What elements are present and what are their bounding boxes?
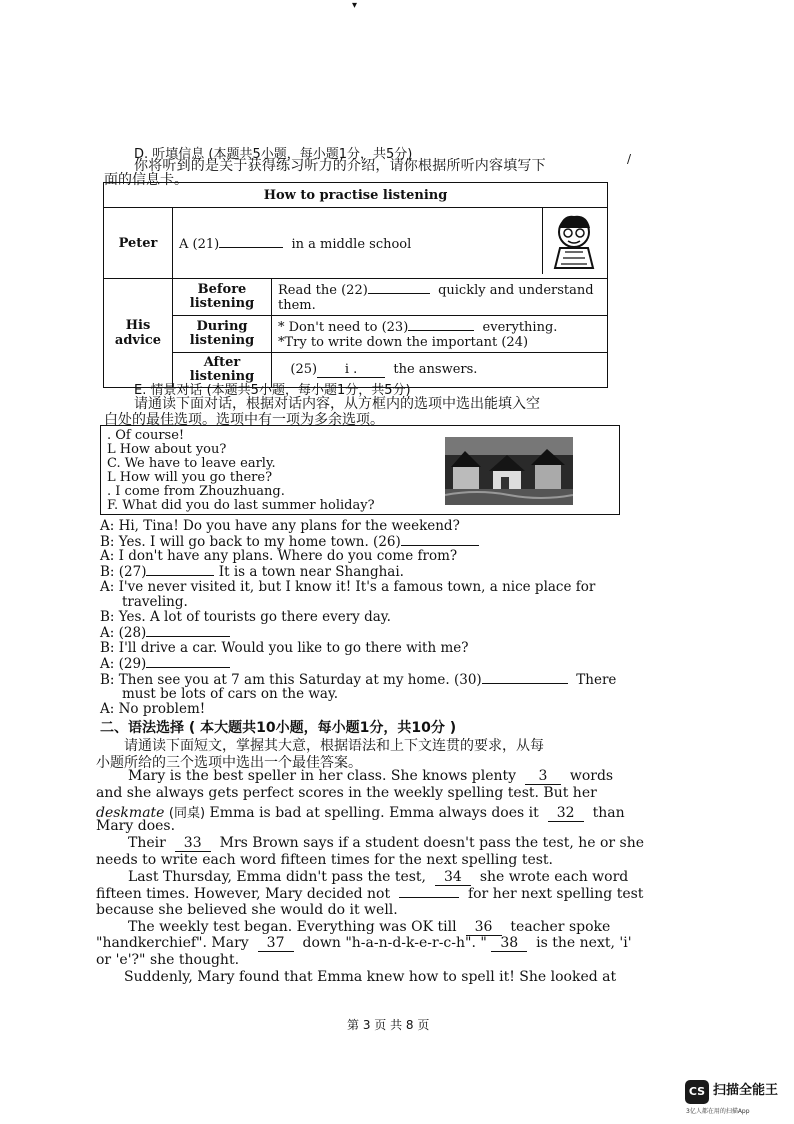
- dialogue-line-4-rest: It is a town near Shanghai.: [218, 564, 404, 580]
- before-text-prefix: Read the (22): [278, 283, 368, 298]
- dialogue-line-8: B: I'll drive a car. Would you like to go there with me?: [100, 640, 469, 656]
- blank-27: [146, 563, 214, 576]
- page-number: 第 3 页 共 8 页: [347, 1018, 430, 1032]
- dialogue-line-7: [100, 624, 230, 641]
- before-label-line-1: Before: [197, 282, 247, 297]
- p4-l1-a: The weekly test began. Everything was OK till: [128, 919, 457, 935]
- during-cell: [272, 316, 608, 353]
- before-text-line-2: them.: [278, 298, 316, 313]
- dialogue-line-10-cont: must be lots of cars on the way.: [122, 686, 339, 702]
- option-f: F. What did you do last summer holiday?: [107, 498, 375, 513]
- peter-cartoon-image: [542, 208, 605, 274]
- deskmate-word: deskmate: [96, 805, 165, 821]
- blank-33: 33: [175, 835, 211, 852]
- blank-31: 3: [525, 768, 561, 785]
- brand-name: 扫描全能王: [713, 1083, 779, 1098]
- p3-l1-b: she wrote each word: [479, 869, 629, 885]
- during-text-1-prefix: * Don't need to (23): [278, 320, 409, 335]
- listening-info-table: [103, 182, 608, 388]
- dialogue-line-6: B: Yes. A lot of tourists go there every day.: [100, 609, 391, 625]
- section-e-heading: E. 情景对话 (本题共5小题，每小题1分，共5分): [134, 383, 411, 398]
- side-mark: /: [627, 152, 632, 166]
- p4-l2-a: "handkerchief". Mary: [96, 935, 249, 951]
- blank-32: 32: [548, 805, 584, 822]
- passage-p1-line-1: [128, 768, 613, 785]
- blank-23: [408, 318, 474, 331]
- dialogue-line-10-rest: There: [576, 672, 617, 688]
- passage-p3-line-2: [96, 885, 643, 902]
- p3-l2-b: for her next spelling test: [467, 886, 644, 902]
- dialogue-line-5-cont: traveling.: [122, 594, 188, 610]
- during-label: [173, 316, 272, 353]
- passage-p2-line-2: needs to write each word fifteen times for the next spelling test.: [96, 852, 554, 868]
- section-d-heading: D. 听填信息 (本题共5小题，每小题1分，共5分): [134, 147, 413, 162]
- passage-p4-line-1: [128, 919, 610, 936]
- blank-28: [146, 624, 230, 637]
- p2-l1-a: Their: [128, 835, 166, 851]
- passage-p1-line-2: and she always gets perfect scores in the weekly spelling test. But her: [96, 785, 597, 801]
- passage-p2-line-1: [128, 835, 644, 852]
- dialogue-line-7-text: A: (28): [100, 625, 147, 641]
- after-text-suffix: the answers.: [393, 362, 478, 377]
- after-text-prefix: (25): [290, 362, 318, 377]
- p4-l1-b: teacher spoke: [510, 919, 611, 935]
- peter-text-prefix: A (21): [179, 236, 220, 252]
- section-ii-heading: 二、语法选择 ( 本大题共10小题，每小题1分，共10分 ): [100, 720, 457, 736]
- table-title: How to practise listening: [104, 183, 608, 208]
- deskmate-cn: (同桌): [168, 806, 206, 821]
- p3-l2-a: fifteen times. However, Mary decided not: [96, 886, 391, 902]
- option-c: C. We have to leave early.: [107, 456, 276, 471]
- section-e-instruction-2: 白处的最佳选项。选项中有一项为多余选项。: [104, 412, 384, 428]
- dialogue-line-4: [100, 563, 404, 580]
- during-text-line-2: *Try to write down the important (24): [278, 335, 529, 350]
- dialogue-line-3: A: I don't have any plans. Where do you come from?: [100, 548, 458, 564]
- brand-subtitle: 3亿人都在用的扫描App: [686, 1108, 750, 1115]
- during-label-line-1: During: [196, 319, 248, 334]
- peter-label: Peter: [104, 208, 173, 279]
- dialogue-line-5: A: I've never visited it, but I know it! It's a famous town, a nice place for: [100, 579, 596, 595]
- passage-p3-line-3: because she believed she would do it well.: [96, 902, 398, 918]
- passage-p1-line-3: [96, 802, 625, 822]
- p3-l1-a: Last Thursday, Emma didn't pass the test,: [128, 869, 426, 885]
- p1-l1-b: words: [569, 768, 614, 784]
- blank-35: [399, 885, 459, 898]
- after-label-line-2: listening: [189, 369, 255, 384]
- dialogue-line-4-text: B: (27): [100, 564, 147, 580]
- section-e-instruction-1: 请通读下面对话，根据对话内容，从方框内的选项中选出能填入空: [134, 396, 540, 412]
- town-photo: [445, 437, 573, 505]
- passage-p5-line-1: Suddenly, Mary found that Emma knew how to spell it! She looked at: [124, 969, 617, 985]
- dialogue-line-9-text: A: (29): [100, 656, 147, 672]
- peter-cell: [173, 208, 608, 279]
- advice-label: [104, 279, 173, 388]
- advice-label-line-1: His: [125, 318, 151, 333]
- before-label: [173, 279, 272, 316]
- dialogue-line-10-text: B: Then see you at 7 am this Saturday at my home. (30): [100, 672, 482, 688]
- p1-l1-a: Mary is the best speller in her class. She knows plenty: [128, 768, 517, 784]
- camscanner-logo-icon: CS: [685, 1080, 709, 1104]
- option-b: L How about you?: [107, 442, 227, 457]
- blank-26: [401, 533, 479, 546]
- before-text-suffix: quickly and understand: [438, 283, 594, 298]
- p1-l3-b: than: [592, 805, 625, 821]
- dialogue-line-9: [100, 655, 230, 672]
- passage-p4-line-2: [96, 935, 632, 952]
- passage-p3-line-1: [128, 869, 628, 886]
- advice-label-line-2: advice: [114, 333, 162, 348]
- blank-38: 38: [491, 935, 527, 952]
- passage-p4-line-3: or 'e'?" she thought.: [96, 952, 240, 968]
- during-text-1-suffix: everything.: [482, 320, 558, 335]
- blank-21: [219, 235, 283, 248]
- p1-l3-a: Emma is bad at spelling. Emma always does it: [209, 805, 539, 821]
- blank-29: [146, 655, 230, 668]
- during-label-line-2: listening: [189, 333, 255, 348]
- p4-l2-b: down "h-a-n-d-k-e-r-c-h". ": [302, 935, 487, 951]
- section-d-instruction-2: 面的信息卡。: [104, 172, 188, 188]
- section-ii-instruction-2: 小题所给的三个选项中选出一个最佳答案。: [96, 755, 362, 771]
- p2-l1-b: Mrs Brown says if a student doesn't pass the test, he or she: [219, 835, 645, 851]
- dialogue-line-2-text: B: Yes. I will go back to my home town. (26): [100, 534, 401, 550]
- blank-25: i .: [317, 362, 385, 378]
- option-a: . Of course!: [107, 428, 185, 443]
- after-label-line-1: After: [203, 355, 241, 370]
- blank-34: 34: [435, 869, 471, 886]
- option-e: . I come from Zhouzhuang.: [107, 484, 285, 499]
- dialogue-line-11: A: No problem!: [100, 701, 206, 717]
- blank-36: 36: [466, 919, 502, 936]
- peter-text-suffix: in a middle school: [291, 236, 412, 252]
- section-d-instruction-1: 你将听到的是关于获得练习听力的介绍，请你根据所听内容填写下: [134, 158, 546, 174]
- p4-l2-c: is the next, 'i': [536, 935, 632, 951]
- section-ii-instruction-1: 请通读下面短文，掌握其大意，根据语法和上下文连贯的要求，从每: [124, 738, 544, 754]
- before-cell: [272, 279, 608, 316]
- before-label-line-2: listening: [189, 296, 255, 311]
- blank-30: [482, 671, 568, 684]
- blank-37: 37: [258, 935, 294, 952]
- option-d: L How will you go there?: [107, 470, 273, 485]
- blank-22: [368, 281, 430, 294]
- dialogue-line-1: A: Hi, Tina! Do you have any plans for the weekend?: [100, 518, 460, 534]
- top-mark: ▾: [352, 0, 358, 11]
- passage-p1-line-4: Mary does.: [96, 818, 176, 834]
